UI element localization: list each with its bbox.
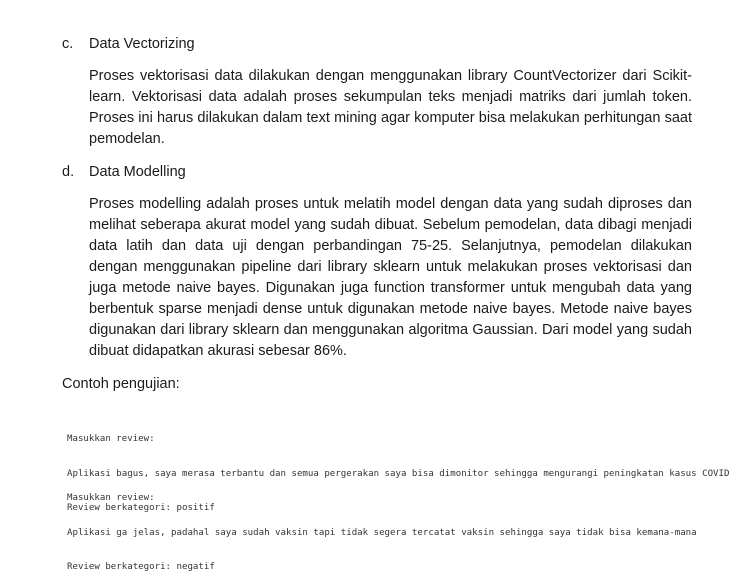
section-c-title: Data Vectorizing [89, 36, 195, 52]
section-c-heading [62, 34, 702, 54]
console-output-2 [67, 470, 737, 585]
console-prompt: Masukkan review: [67, 434, 155, 444]
console-result: Review berkategori: positif [67, 503, 215, 513]
section-c-paragraph: Proses vektorisasi data dilakukan dengan menggunakan library CountVectorizer dari Scikit-learn. Vektorisasi data adalah proses sekumpulan teks menjadi matriks dari jumlah token. Proses ini harus dilakukan dalam text mining agar komputer bisa melakukan perhitungan saat pemodelan. [89, 68, 692, 147]
console-review: Aplikasi bagus, saya merasa terbantu dan semua pergerakan saya bisa dimonitor sehingga mengurangi peningkatan kasus COVID [67, 468, 730, 479]
console-prompt: Masukkan review: [67, 493, 155, 503]
section-d-title: Data Modelling [89, 164, 186, 180]
example-label: Contoh pengujian: [62, 376, 180, 392]
section-c-marker: c. [62, 36, 74, 52]
section-d-paragraph: Proses modelling adalah proses untuk melatih model dengan data yang sudah diproses dan melihat seberapa akurat model yang sudah dibuat. Sebelum pemodelan, data dibagi menjadi data latih dan data uji dengan perbandingan 75-25. Selanjutnya, pemodelan dilakukan dengan menggunakan pipeline dari library sklearn untuk melakukan proses vektorisasi dan juga metode naive bayes. Digunakan juga function transformer untuk mengubah data yang berbentuk sparse menjadi dense untuk digunakan metode naive bayes. Metode naive bayes digunakan dari library sklearn dan menggunakan algoritma Gaussian. Dari model yang sudah dibuat didapatkan akurasi sebesar 86%. [89, 196, 692, 359]
console-result: Review berkategori: negatif [67, 562, 215, 572]
console-review: Aplikasi ga jelas, padahal saya sudah vaksin tapi tidak segera tercatat vaksin sehingga saya tidak bisa kemana-mana [67, 527, 697, 538]
section-d-marker: d. [62, 164, 75, 180]
section-d-heading [62, 162, 702, 182]
